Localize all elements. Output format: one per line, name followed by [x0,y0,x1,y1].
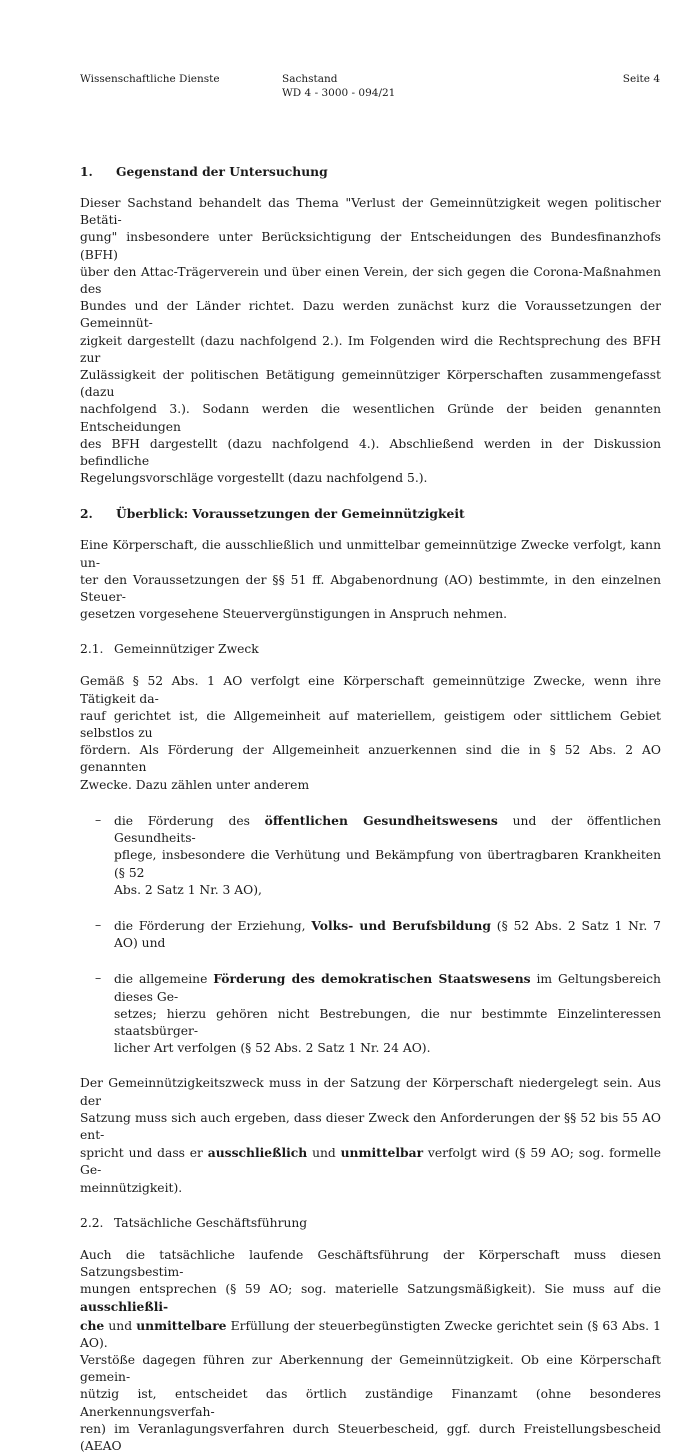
section-2-2-paragraph: Auch die tatsächliche laufende Geschäftsführung der Körperschaft muss diesen Satzungsbestim- mungen entsprechen (§ 59 AO; sog. materielle Satzungsmäßigkeit). Sie muss auf die ausschließli- che und unmittelbare Erfüllung der steuerbegünstigten Zwecke gerichtet sein (§ 63 Abs. 1 AO). Verstöße dagegen führen zur Aberkennung der Gemeinnützigkeit. Ob eine Körperschaft gemein- nützig ist, entscheidet das örtlich zuständige Finanzamt (ohne besonderes Anerkennungsverfah- ren) im Veranlagungsverfahren durch Steuerbescheid, ggf. durch Freistellungsbescheid (AEAO [80,1247,661,1453]
section-number: 2.1. [80,642,104,657]
text-line: Zulässigkeit der politischen Betätigung gemeinnütziger Körperschaften zusammengefasst (dazu [80,368,661,400]
header-document-id [282,72,395,100]
section-2-1-closing-paragraph: Der Gemeinnützigkeitszweck muss in der Satzung der Körperschaft niedergelegt sein. Aus der Satzung muss sich auch ergeben, dass dieser Zweck den Anforderungen der §§ 52 bis 55 AO ent- spricht und dass er ausschließlich und unmittelbar verfolgt wird (§ 59 AO; sog. formelle Ge- meinnützigkeit). [80,1076,662,1195]
section-2-heading [80,505,661,522]
header-institution: Wissenschaftliche Dienste [80,73,220,85]
dash-bullet: – [95,812,102,827]
section-title: Gemeinnütziger Zweck [114,642,259,657]
text-line: Zwecke. Dazu zählen unter anderem [80,777,310,792]
text-line: Regelungsvorschläge vorgestellt (dazu nachfolgend 5.). [80,471,428,486]
text-line: gesetzen vorgesehene Steuervergünstigungen in Anspruch nehmen. [80,607,508,622]
purpose-list [80,812,661,1057]
emphasis: Förderung des demokratischen Staatswesens [213,971,531,987]
emphasis: unmittelbar [340,1145,424,1161]
text-line: Bundes und der Länder richtet. Dazu werden zunächst kurz die Voraussetzungen der Gemeinnüt- [80,299,661,331]
section-2-1-heading [80,641,661,658]
section-number: 1. [80,164,93,179]
section-2-2-heading [80,1215,661,1232]
header-doc-type: Sachstand [282,73,338,85]
dash-bullet: – [95,917,102,932]
section-1-paragraph [80,195,661,487]
section-number: 2. [80,506,93,522]
emphasis: che [80,1317,105,1333]
text-line: des BFH dargestellt (dazu nachfolgend 4.). Abschließend werden in der Diskussion befindliche [80,436,661,469]
section-title: Gegenstand der Untersuchung [116,164,328,179]
text-line: über den Attac-Trägerverein und über einen Verein, der sich gegen die Corona-Maßnahmen des [80,264,661,297]
section-2-paragraph [80,537,661,623]
section-title: Tatsächliche Geschäftsführung [114,1215,308,1230]
text-line: rauf gerichtet ist, die Allgemeinheit auf materiellem, geistigem oder sittlichem Gebiet selbstlos zu [80,708,661,741]
section-number: 2.2. [80,1215,104,1230]
text-line: gung" insbesondere unter Berücksichtigung der Entscheidungen des Bundesfinanzhofs (BFH) [80,230,661,262]
document-body [80,163,661,1455]
emphasis: Volks- und Berufsbildung [311,917,491,933]
dash-bullet: – [95,971,102,986]
section-2-1-paragraph [80,673,661,793]
emphasis: ausschließli- [80,1299,169,1315]
section-1-heading [80,163,661,180]
page-number: Seite 4 [622,73,660,85]
text-line: fördern. Als Förderung der Allgemeinheit anzuerkennen sind die in § 52 Abs. 2 AO genannten [80,743,661,775]
emphasis: öffentlichen Gesundheitswesens [264,812,498,828]
text-line: Eine Körperschaft, die ausschließlich und unmittelbar gemeinnützige Zwecke verfolgt, kann un- [80,538,661,570]
list-item: – die allgemeine Förderung des demokratischen Staatswesens im Geltungsbereich dieses Ge- setzes; hierzu gehören nicht Bestrebungen, die nur bestimmte Einzelinteressen staatsbürger- licher Art verfolgen (§ 52 Abs. 2 Satz 1 Nr. 24 AO). [95,971,661,1056]
emphasis: unmittelbare [136,1317,227,1333]
emphasis: ausschließlich [207,1145,308,1161]
section-title: Überblick: Voraussetzungen der Gemeinnützigkeit [116,506,465,522]
text-line: nachfolgend 3.). Sodann werden die wesentlichen Gründe der beiden genannten Entscheidungen [80,402,661,434]
list-item: – die Förderung der Erziehung, Volks- und Berufsbildung (§ 52 Abs. 2 Satz 1 Nr. 7 AO) und [95,917,661,951]
text-line: Dieser Sachstand behandelt das Thema "Verlust der Gemeinnützigkeit wegen politischer Betäti- [80,196,661,228]
text-line: ter den Voraussetzungen der §§ 51 ff. Abgabenordnung (AO) bestimmte, in den einzelnen Steuer- [80,572,661,605]
text-line: zigkeit dargestellt (dazu nachfolgend 2.). Im Folgenden wird die Rechtsprechung des BFH zur [80,333,661,365]
text-line: Gemäß § 52 Abs. 1 AO verfolgt eine Körperschaft gemeinnützige Zwecke, wenn ihre Tätigkeit da- [80,674,661,706]
list-item: – die Förderung des öffentlichen Gesundheitswesens und der öffentlichen Gesundheits- pflege, insbesondere die Verhütung und Bekämpfung von übertragbaren Krankheiten (§ 52 Abs. 2 Satz 1 Nr. 3 AO), [95,812,661,897]
header-doc-number: WD 4 - 3000 - 094/21 [282,87,396,99]
